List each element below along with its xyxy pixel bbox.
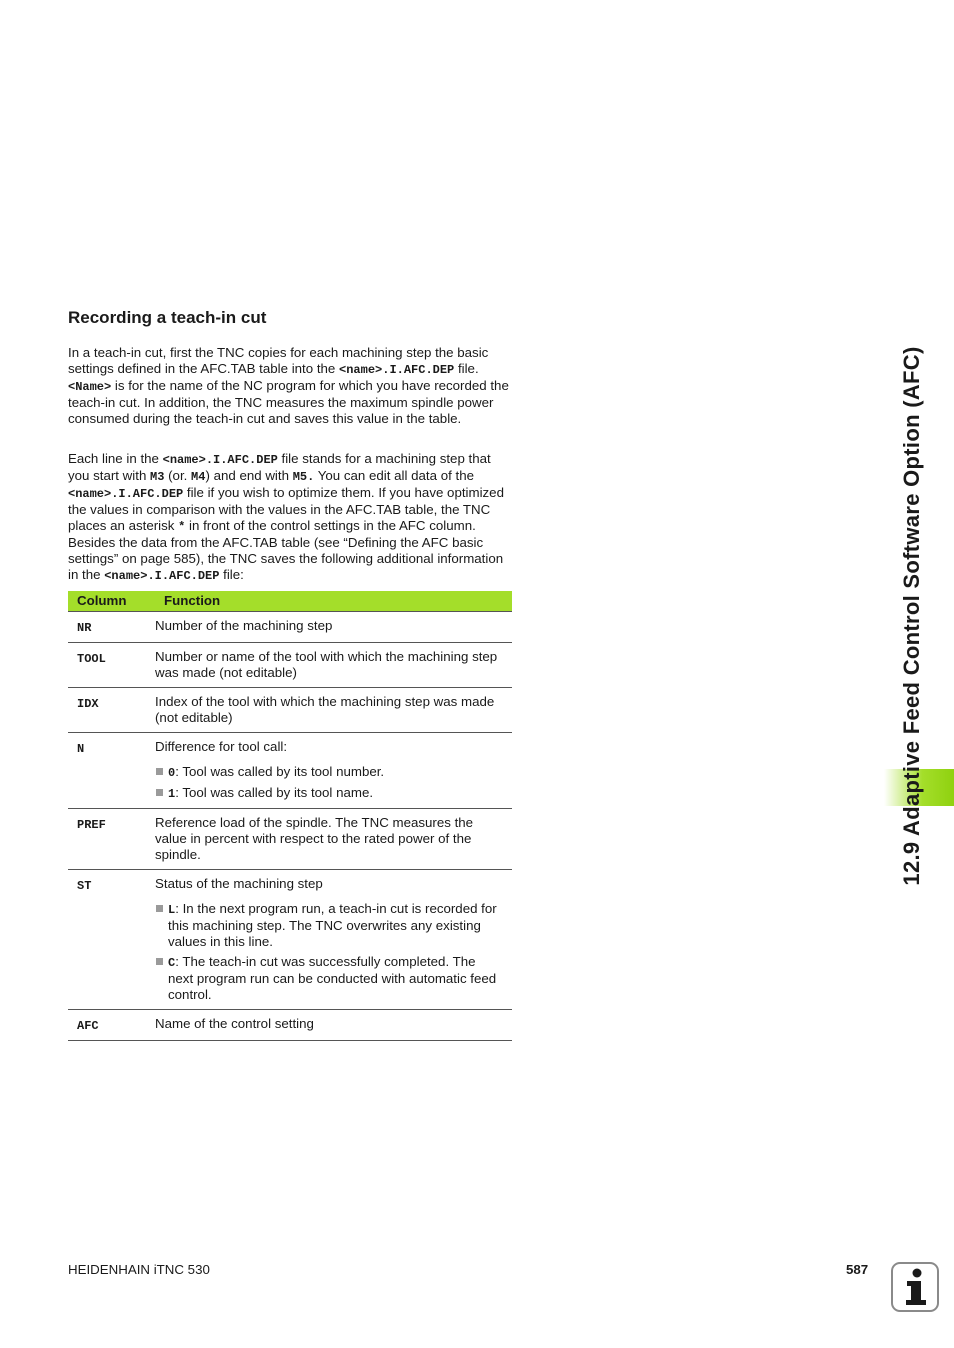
bullet-code: 1 — [168, 787, 176, 801]
inline-code: <name>.I.AFC.DEP — [162, 453, 278, 467]
square-bullet-icon — [156, 958, 163, 965]
function-text: Number or name of the tool with which the machining step was made (not editable) — [155, 649, 498, 680]
paragraph-intro: In a teach-in cut, first the TNC copies for each machining step the basic settings defined in the AFC.TAB table into the <name>.I.AFC.DEP file. <Name> is for the name of the NC program for which you have recorded the teach-in cut. In addition, the TNC measures the maximum spindle power consumed during the teach-in cut and saves this value in the table. — [68, 345, 509, 426]
bullet-item — [155, 954, 502, 1003]
square-bullet-icon — [156, 768, 163, 775]
bullet-item — [155, 764, 502, 781]
column-function-table — [68, 591, 512, 1041]
paragraph-file-lines: Each line in the <name>.I.AFC.DEP file stands for a machining step that you start with M3 (or. M4) and end with M5. You can edit all data of the <name>.I.AFC.DEP file if you wish to optimize them. If you have optimized the values in comparison with the values in the AFC.TAB table, the TNC places an asterisk * in front of the control settings in the AFC column. Besides the data from the AFC.TAB table (see “Defining the AFC basic settings” on page 585), the TNC saves the following additional information in the <name>.I.AFC.DEP file: — [68, 451, 504, 583]
column-name: NR — [68, 612, 155, 643]
column-function — [155, 688, 512, 733]
function-text: Reference load of the spindle. The TNC measures the value in percent with respect to the rated power of the spindle. — [155, 815, 474, 862]
header-function: Function — [155, 591, 512, 612]
table-row — [68, 809, 512, 870]
column-name: N — [68, 733, 155, 809]
inline-code: <name>.I.AFC.DEP — [104, 569, 220, 583]
table-row — [68, 733, 512, 809]
bullet-list — [155, 764, 502, 802]
bullet-text: : Tool was called by its tool name. — [175, 785, 374, 800]
bullet-text: : Tool was called by its tool number. — [175, 764, 385, 779]
function-text: Name of the control setting — [155, 1016, 314, 1031]
column-function — [155, 870, 512, 1010]
table-row — [68, 870, 512, 1010]
function-text: Index of the tool with which the machining step was made (not editable) — [155, 694, 495, 725]
table-row — [68, 612, 512, 643]
chapter-side-title-text: 12.9 Adaptive Feed Control Software Option (AFC) — [899, 346, 924, 886]
column-name: TOOL — [68, 643, 155, 688]
header-column: Column — [68, 591, 155, 612]
column-function — [155, 612, 512, 643]
bullet-item — [155, 785, 502, 802]
chapter-side-title — [884, 310, 940, 922]
bullet-code: C — [168, 956, 176, 970]
inline-code: * — [178, 520, 186, 534]
footer-product-name: HEIDENHAIN iTNC 530 — [68, 1262, 210, 1277]
table-row — [68, 688, 512, 733]
info-icon — [891, 1262, 939, 1312]
inline-code: M3 — [150, 470, 165, 484]
function-text: Difference for tool call: — [155, 739, 288, 754]
bullet-list — [155, 901, 502, 1003]
section-heading: Recording a teach-in cut — [68, 308, 267, 327]
table-row — [68, 1010, 512, 1041]
square-bullet-icon — [156, 789, 163, 796]
table-row — [68, 643, 512, 688]
column-function — [155, 643, 512, 688]
inline-code: <name>.I.AFC.DEP — [68, 487, 184, 501]
inline-code: <name>.I.AFC.DEP — [339, 363, 455, 377]
column-name: PREF — [68, 809, 155, 870]
inline-code: <Name> — [68, 380, 112, 394]
column-function — [155, 1010, 512, 1041]
bullet-item — [155, 901, 502, 950]
column-name: ST — [68, 870, 155, 1010]
column-name: IDX — [68, 688, 155, 733]
bullet-text: : In the next program run, a teach-in cut is recorded for this machining step. The TNC overwrites any existing values in this line. — [168, 901, 497, 949]
page-number: 587 — [846, 1262, 869, 1277]
inline-code: M5. — [292, 470, 315, 484]
bullet-code: 0 — [168, 766, 176, 780]
inline-code: M4 — [191, 470, 206, 484]
column-name: AFC — [68, 1010, 155, 1041]
column-function — [155, 733, 512, 809]
table-header-row — [68, 591, 512, 612]
column-function — [155, 809, 512, 870]
square-bullet-icon — [156, 905, 163, 912]
bullet-code: L — [168, 903, 176, 917]
bullet-text: : The teach-in cut was successfully completed. The next program run can be conducted with automatic feed control. — [168, 954, 497, 1002]
info-icon-glyph — [893, 1264, 937, 1310]
function-text: Status of the machining step — [155, 876, 323, 891]
function-text: Number of the machining step — [155, 618, 333, 633]
